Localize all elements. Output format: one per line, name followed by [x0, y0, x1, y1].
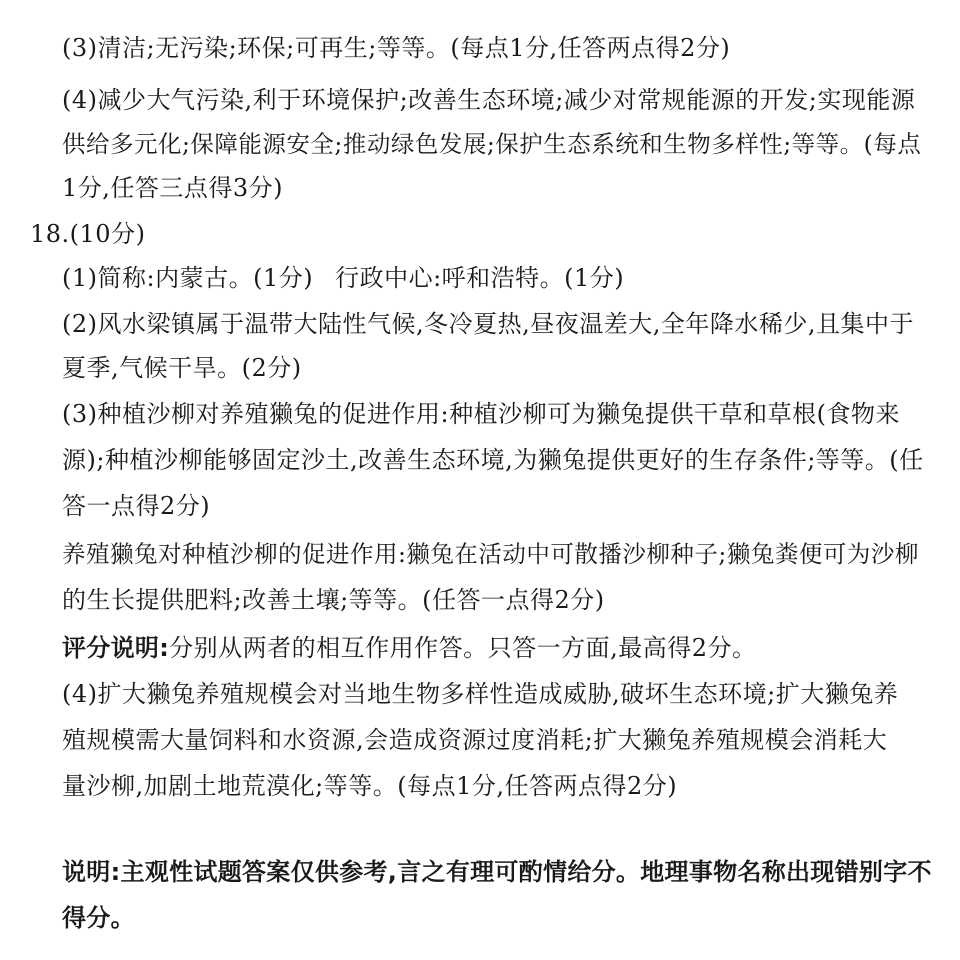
scoring-instructions — [62, 632, 757, 664]
answer-18-4-line-1: (4)扩大獭兔养殖规模会对当地生物多样性造成威胁,破坏生态环境;扩大獭兔养 — [62, 680, 899, 708]
answer-18-1-abbreviation: (1)简称:内蒙古。(1分) — [62, 264, 314, 292]
general-note-line-1: 说明:主观性试题答案仅供参考,言之有理可酌情给分。地理事物名称出现错别字不 — [62, 858, 932, 886]
answer-18-1 — [62, 262, 624, 294]
answer-18-3-part-a-line-3: 答一点得2分) — [62, 492, 211, 520]
answer-17-4-line-3: 1分,任答三点得3分) — [62, 174, 284, 202]
answer-18-4-line-3: 量沙柳,加剧土地荒漠化;等等。(每点1分,任答两点得2分) — [62, 772, 678, 800]
question-18-header: 18.(10分) — [30, 220, 146, 248]
answer-18-3-part-b-line-2: 的生长提供肥料;改善土壤;等等。(任答一点得2分) — [62, 586, 605, 614]
answer-18-4-line-2: 殖规模需大量饲料和水资源,会造成资源过度消耗;扩大獭兔养殖规模会消耗大 — [62, 726, 888, 754]
answer-18-3-part-a-line-1: (3)种植沙柳对养殖獭兔的促进作用:种植沙柳可为獭兔提供干草和草根(食物来 — [62, 400, 900, 428]
scoring-text: 分别从两者的相互作用作答。只答一方面,最高得2分。 — [169, 634, 757, 662]
answer-18-2-line-1: (2)风水梁镇属于温带大陆性气候,冬冷夏热,昼夜温差大,全年降水稀少,且集中于 — [62, 310, 915, 338]
answer-17-3: (3)清洁;无污染;环保;可再生;等等。(每点1分,任答两点得2分) — [62, 34, 731, 62]
answer-17-4-line-2: 供给多元化;保障能源安全;推动绿色发展;保护生态系统和生物多样性;等等。(每点 — [62, 130, 922, 158]
answer-18-2-line-2: 夏季,气候干旱。(2分) — [62, 354, 302, 382]
answer-17-4-line-1: (4)减少大气污染,利于环境保护;改善生态环境;减少对常规能源的开发;实现能源 — [62, 86, 916, 114]
general-note-line-2: 得分。 — [62, 904, 135, 932]
scoring-label: 评分说明: — [62, 634, 170, 662]
answer-18-3-part-a-line-2: 源);种植沙柳能够固定沙土,改善生态环境,为獭兔提供更好的生存条件;等等。(任 — [62, 446, 924, 474]
answer-18-3-part-b-line-1: 养殖獭兔对种植沙柳的促进作用:獭兔在活动中可散播沙柳种子;獭兔粪便可为沙柳 — [62, 540, 919, 568]
answer-18-1-capital: 行政中心:呼和浩特。(1分) — [335, 264, 625, 292]
